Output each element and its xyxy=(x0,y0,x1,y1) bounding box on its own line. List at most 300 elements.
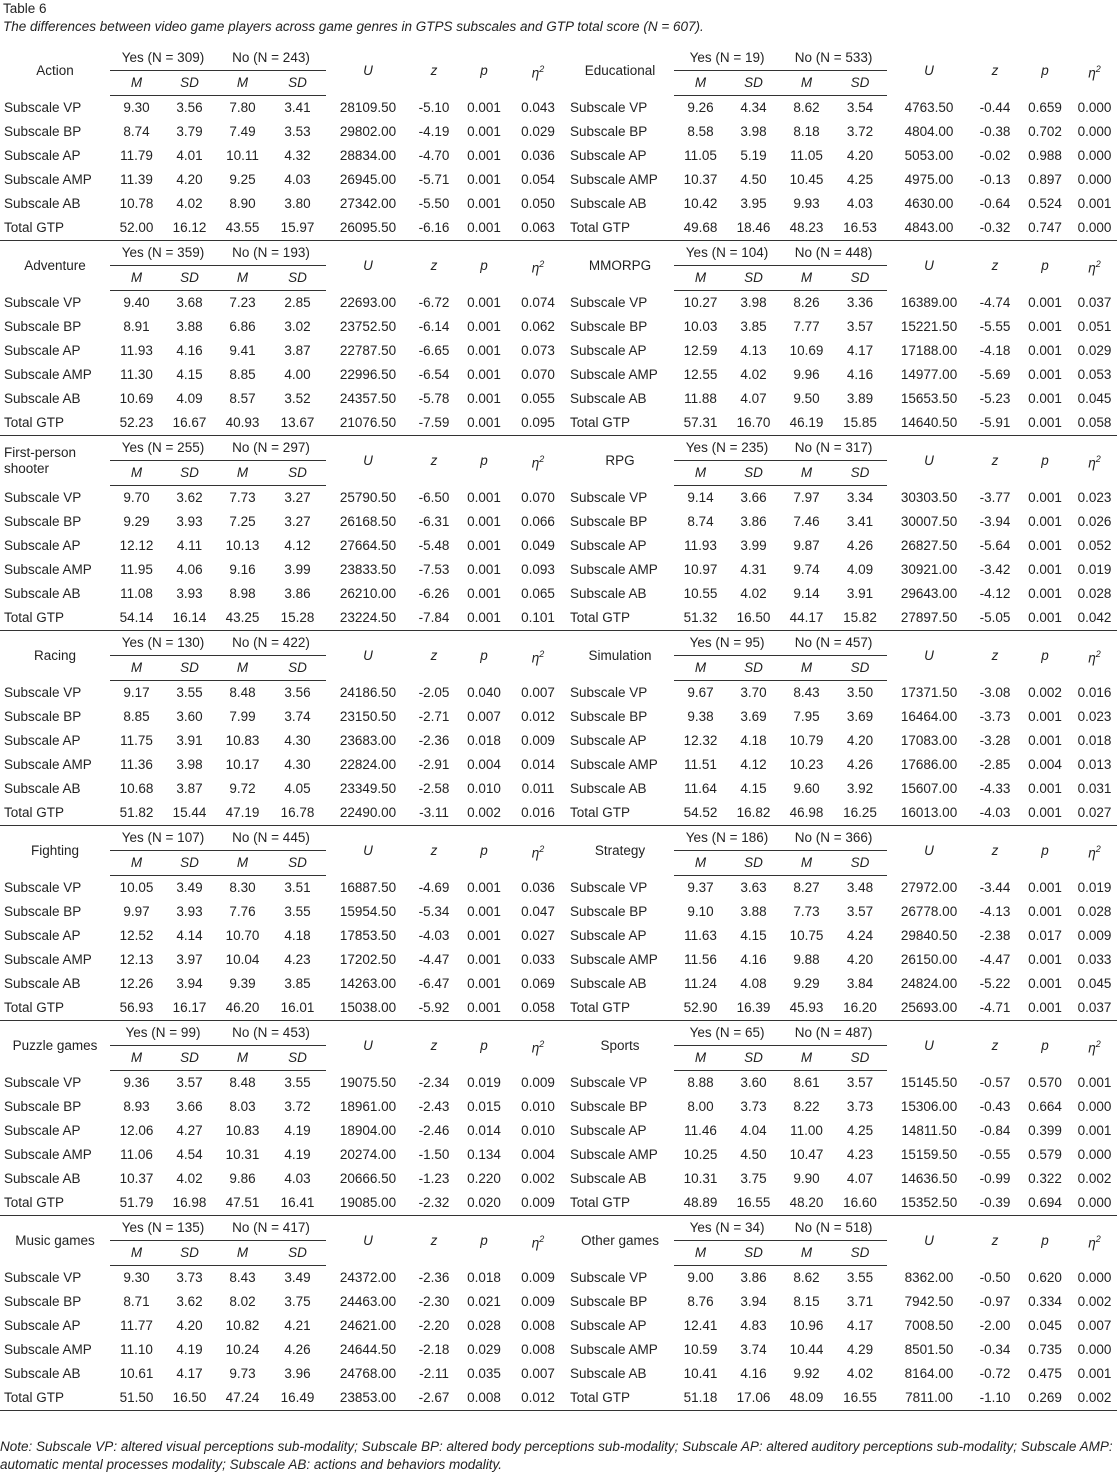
table-cell: 3.57 xyxy=(846,904,874,919)
eta-symbol: η xyxy=(531,1235,540,1250)
m-header: M xyxy=(674,266,727,291)
table-cell: 4.11 xyxy=(176,538,203,553)
table-cell: 11.24 xyxy=(684,976,717,991)
m-header: M xyxy=(110,461,163,486)
table-cell: 0.009 xyxy=(521,1269,555,1285)
table-cell: 4.04 xyxy=(740,1123,767,1138)
row-label: Subscale VP xyxy=(4,489,82,505)
table-cell: 0.012 xyxy=(510,1386,566,1411)
table-cell: 0.045 xyxy=(1028,1318,1062,1333)
table-cell: 8.71 xyxy=(123,1294,150,1309)
table-cell: 0.002 xyxy=(458,801,510,826)
table-cell: 4.29 xyxy=(846,1342,874,1357)
table-cell: 10.25 xyxy=(683,1147,718,1162)
eta-symbol: η xyxy=(1088,845,1096,860)
table-cell: 0.040 xyxy=(467,684,501,700)
table-cell: -1.23 xyxy=(418,1171,450,1186)
row-label: Total GTP xyxy=(566,411,674,436)
table-cell: 23349.50 xyxy=(339,781,397,796)
table-cell: 7.80 xyxy=(229,100,256,115)
table-cell: 3.55 xyxy=(284,1075,311,1090)
table-cell: 4.03 xyxy=(284,172,311,187)
table-cell: 0.001 xyxy=(467,172,501,187)
table-cell: 0.001 xyxy=(1019,996,1071,1021)
table-cell: 23752.50 xyxy=(339,319,397,334)
z-header: z xyxy=(410,631,458,681)
table-cell: 9.60 xyxy=(793,781,820,796)
table-cell: 3.63 xyxy=(740,880,767,895)
block-header-row xyxy=(0,631,1117,656)
row-label: Total GTP xyxy=(0,606,110,631)
table-cell: -3.94 xyxy=(979,514,1011,529)
row-label: Subscale VP xyxy=(570,489,648,505)
eta-superscript: 2 xyxy=(1095,258,1101,269)
table-cell: -6.14 xyxy=(418,319,450,334)
table-cell: 48.23 xyxy=(780,216,833,241)
row-label: Subscale AB xyxy=(570,781,647,796)
table-row xyxy=(0,582,1117,606)
table-cell: 0.334 xyxy=(1028,1294,1062,1309)
table-row xyxy=(0,1266,1117,1291)
table-cell: -6.65 xyxy=(418,343,450,358)
table-cell: 0.031 xyxy=(1077,781,1112,796)
table-cell: 9.16 xyxy=(229,562,256,577)
table-cell: 0.001 xyxy=(1028,538,1062,553)
table-note: Note: Subscale VP: altered visual perceptions sub-modality; Subscale BP: altered body perceptions sub-modality; Subscale AP: altered auditory perceptions sub-modality; Subscale AMP: automatic mental processes modality; Subscale AB: actions and behaviors modality. xyxy=(0,1439,1113,1472)
table-cell: 8.98 xyxy=(229,586,256,601)
row-label: Total GTP xyxy=(0,996,110,1021)
table-cell: 0.000 xyxy=(1077,99,1112,115)
genre-label: MMORPG xyxy=(566,241,674,291)
row-label: Total GTP xyxy=(566,996,674,1021)
table-cell: -2.05 xyxy=(418,684,450,700)
yes-group-header: Yes (N = 359) xyxy=(110,241,216,266)
table-cell: 0.000 xyxy=(1077,148,1112,163)
table-cell: 0.009 xyxy=(521,1294,555,1309)
table-cell: 3.99 xyxy=(740,538,767,553)
table-cell: 9.38 xyxy=(687,709,714,724)
table-cell: 47.19 xyxy=(216,801,269,826)
table-cell: 0.010 xyxy=(521,1123,555,1138)
m-header: M xyxy=(110,1241,163,1266)
table-cell: 8362.00 xyxy=(904,1269,954,1285)
table-cell: 3.84 xyxy=(846,976,874,991)
m-header: M xyxy=(780,656,833,681)
table-cell: 3.50 xyxy=(846,685,874,700)
table-cell: 0.014 xyxy=(521,757,555,772)
table-cell: -5.48 xyxy=(418,538,450,553)
table-cell: 4.17 xyxy=(176,1366,203,1381)
table-cell: 9.30 xyxy=(123,1270,150,1285)
table-row xyxy=(0,801,1117,826)
table-cell: 3.74 xyxy=(284,709,311,724)
sd-header: SD xyxy=(269,266,326,291)
table-cell: 48.20 xyxy=(780,1191,833,1216)
table-cell: 0.001 xyxy=(467,514,501,529)
table-cell: 9.25 xyxy=(229,172,256,187)
table-cell: 15.85 xyxy=(833,411,887,436)
table-row xyxy=(0,387,1117,411)
genre-label-line: First-person xyxy=(4,444,77,460)
table-cell: 4.19 xyxy=(176,1342,203,1357)
table-cell: 4.50 xyxy=(740,1147,767,1162)
eta-superscript: 2 xyxy=(1095,648,1101,659)
table-cell: 16.39 xyxy=(727,996,780,1021)
table-cell: 4.16 xyxy=(846,367,874,382)
table-cell: 8.91 xyxy=(123,319,150,334)
table-cell: 23224.50 xyxy=(326,606,410,631)
table-cell: 8.26 xyxy=(793,295,820,310)
table-cell: -5.69 xyxy=(979,367,1011,382)
table-cell: 0.001 xyxy=(1028,391,1062,406)
table-cell: 8.27 xyxy=(793,880,820,895)
table-cell: 3.72 xyxy=(284,1099,311,1114)
p-header: p xyxy=(458,436,510,486)
table-cell: -0.97 xyxy=(979,1294,1011,1309)
table-cell: 19075.50 xyxy=(339,1074,397,1090)
table-cell: 14977.00 xyxy=(900,367,958,382)
row-label: Subscale AMP xyxy=(570,757,658,772)
table-cell: 0.017 xyxy=(1028,928,1062,943)
table-cell: 11.93 xyxy=(684,538,717,553)
row-label: Subscale AMP xyxy=(570,1342,658,1357)
table-cell: -4.69 xyxy=(418,879,450,895)
table-cell: 8.57 xyxy=(229,391,256,406)
no-group-header: No (N = 445) xyxy=(216,826,326,851)
table-cell: -5.23 xyxy=(979,391,1011,406)
table-cell: 51.82 xyxy=(110,801,163,826)
table-cell: 0.029 xyxy=(521,124,555,139)
table-cell: 17853.50 xyxy=(339,928,397,943)
table-cell: 0.747 xyxy=(1019,216,1071,241)
table-cell: 7.95 xyxy=(793,709,820,724)
sd-header: SD xyxy=(269,656,326,681)
table-cell: 0.047 xyxy=(521,904,555,919)
row-label: Subscale AP xyxy=(4,343,81,358)
table-cell: 6.86 xyxy=(229,319,256,334)
table-cell: -0.44 xyxy=(979,99,1011,115)
table-cell: 0.049 xyxy=(521,538,555,553)
table-cell: 3.87 xyxy=(284,343,311,358)
table-cell: 9.97 xyxy=(123,904,150,919)
table-cell: 4.20 xyxy=(176,1318,203,1333)
table-cell: -7.59 xyxy=(410,411,458,436)
table-cell: 3.88 xyxy=(740,904,767,919)
table-cell: -0.32 xyxy=(971,216,1019,241)
table-cell: 0.033 xyxy=(521,952,555,967)
table-cell: 0.045 xyxy=(1077,976,1112,991)
table-cell: 0.065 xyxy=(521,586,555,601)
table-cell: 4763.50 xyxy=(904,99,954,115)
table-cell: 11.05 xyxy=(790,148,823,163)
m-header: M xyxy=(674,1241,727,1266)
table-cell: 7.25 xyxy=(229,514,256,529)
table-cell: 7008.50 xyxy=(904,1318,954,1333)
table-cell: 12.41 xyxy=(683,1318,718,1333)
table-cell: 0.002 xyxy=(1071,1386,1117,1411)
row-label: Subscale BP xyxy=(570,1099,648,1114)
table-cell: 0.001 xyxy=(467,976,501,991)
row-label: Total GTP xyxy=(0,1386,110,1411)
z-header: z xyxy=(991,62,999,78)
table-cell: 12.32 xyxy=(683,733,718,748)
table-cell: 3.41 xyxy=(846,514,874,529)
table-cell: 0.050 xyxy=(521,196,555,211)
table-cell: 11.08 xyxy=(120,586,153,601)
m-header: M xyxy=(674,1046,727,1071)
z-header: z xyxy=(410,241,458,291)
row-label: Subscale BP xyxy=(570,514,648,529)
table-row xyxy=(0,486,1117,511)
table-cell: -4.74 xyxy=(979,294,1011,310)
row-label: Total GTP xyxy=(0,1191,110,1216)
table-cell: 0.095 xyxy=(510,411,566,436)
table-row xyxy=(0,1386,1117,1411)
table-cell: 0.269 xyxy=(1019,1386,1071,1411)
table-cell: 52.90 xyxy=(674,996,727,1021)
table-cell: 4.20 xyxy=(846,952,874,967)
no-group-header: No (N = 243) xyxy=(216,46,326,71)
eta-squared-header xyxy=(1071,1216,1117,1266)
table-cell: 12.59 xyxy=(683,343,718,358)
table-cell: 10.96 xyxy=(789,1318,824,1333)
table-cell: 4.12 xyxy=(284,538,311,553)
table-cell: -0.64 xyxy=(979,196,1011,211)
table-cell: 0.029 xyxy=(1077,343,1112,358)
table-cell: 3.96 xyxy=(284,1366,311,1381)
table-cell: 24768.00 xyxy=(339,1366,397,1381)
row-label: Total GTP xyxy=(566,606,674,631)
table-cell: 46.20 xyxy=(216,996,269,1021)
table-cell: 9.39 xyxy=(229,976,256,991)
table-cell: 9.93 xyxy=(793,196,820,211)
table-cell: 3.02 xyxy=(284,319,311,334)
table-cell: -7.53 xyxy=(418,562,450,577)
table-cell: 3.62 xyxy=(176,1294,203,1309)
genre-label: Simulation xyxy=(566,631,674,681)
table-cell: 3.98 xyxy=(176,757,203,772)
sd-header: SD xyxy=(727,656,780,681)
table-cell: 11.95 xyxy=(120,562,153,577)
table-cell: 0.001 xyxy=(467,879,501,895)
table-cell: 23853.00 xyxy=(326,1386,410,1411)
table-cell: 17202.50 xyxy=(339,952,397,967)
table-row xyxy=(0,363,1117,387)
table-cell: 12.12 xyxy=(119,538,154,553)
table-cell: -4.33 xyxy=(979,781,1011,796)
table-row xyxy=(0,510,1117,534)
table-cell: -5.64 xyxy=(979,538,1011,553)
table-cell: -4.19 xyxy=(418,124,450,139)
no-group-header: No (N = 193) xyxy=(216,241,326,266)
table-cell: 0.007 xyxy=(521,684,555,700)
table-cell: 24463.00 xyxy=(339,1294,397,1309)
z-header: z xyxy=(971,436,1019,486)
p-header: p xyxy=(1019,1216,1071,1266)
table-cell: 3.91 xyxy=(176,733,203,748)
table-cell: 0.009 xyxy=(521,1074,555,1090)
row-label: Subscale AB xyxy=(570,976,647,991)
row-label: Subscale AP xyxy=(4,148,81,163)
table-cell: -0.57 xyxy=(979,1074,1011,1090)
table-cell: 0.053 xyxy=(1077,367,1112,382)
m-header: M xyxy=(110,71,163,96)
sd-header: SD xyxy=(163,266,216,291)
table-cell: 8164.00 xyxy=(904,1366,954,1381)
table-cell: 0.694 xyxy=(1019,1191,1071,1216)
table-row xyxy=(0,1119,1117,1143)
table-cell: 9.70 xyxy=(123,490,150,505)
table-cell: 0.001 xyxy=(467,538,501,553)
table-cell: 30921.00 xyxy=(900,562,958,577)
yes-group-header: Yes (N = 309) xyxy=(110,46,216,71)
row-label: Subscale VP xyxy=(4,1269,82,1285)
row-label: Subscale BP xyxy=(4,709,82,724)
table-cell: 8.02 xyxy=(229,1294,256,1309)
row-label: Subscale BP xyxy=(4,124,82,139)
table-cell: 19085.00 xyxy=(326,1191,410,1216)
table-cell: 3.97 xyxy=(176,952,203,967)
table-cell: 0.012 xyxy=(521,709,555,724)
table-cell: 11.05 xyxy=(684,148,717,163)
sd-header: SD xyxy=(833,461,887,486)
row-label: Subscale AB xyxy=(570,586,647,601)
eta-superscript: 2 xyxy=(539,453,545,464)
table-cell: 3.56 xyxy=(284,685,311,700)
row-label: Subscale AB xyxy=(4,196,81,211)
table-cell: 9.87 xyxy=(793,538,820,553)
table-cell: 51.18 xyxy=(674,1386,727,1411)
genre-label xyxy=(0,436,110,486)
table-cell: 44.17 xyxy=(780,606,833,631)
table-cell: 3.93 xyxy=(176,904,203,919)
eta-superscript: 2 xyxy=(539,258,545,269)
table-cell: 3.48 xyxy=(846,880,874,895)
table-cell: 0.322 xyxy=(1028,1171,1062,1186)
table-cell: 8.18 xyxy=(793,124,820,139)
table-row xyxy=(0,534,1117,558)
table-cell: 7.76 xyxy=(229,904,256,919)
table-cell: 3.60 xyxy=(740,1075,767,1090)
row-label: Subscale BP xyxy=(570,319,648,334)
table-cell: 26150.00 xyxy=(900,952,958,967)
row-label: Subscale VP xyxy=(570,99,648,115)
table-cell: 4630.00 xyxy=(904,196,954,211)
table-cell: -0.34 xyxy=(979,1342,1011,1357)
table-cell: 4.18 xyxy=(740,733,767,748)
table-cell: -5.55 xyxy=(979,319,1011,334)
table-cell: 0.002 xyxy=(1077,1171,1112,1186)
table-cell: 8.76 xyxy=(687,1294,714,1309)
eta-symbol: η xyxy=(531,1040,540,1055)
table-cell: 51.50 xyxy=(110,1386,163,1411)
table-cell: 15038.00 xyxy=(326,996,410,1021)
table-cell: 0.001 xyxy=(1077,1123,1112,1138)
table-cell: 43.25 xyxy=(216,606,269,631)
z-header: z xyxy=(410,1216,458,1266)
table-cell: 0.001 xyxy=(458,996,510,1021)
table-cell: 0.001 xyxy=(458,216,510,241)
table-cell: 3.72 xyxy=(846,124,874,139)
table-cell: 3.94 xyxy=(176,976,203,991)
row-label: Subscale VP xyxy=(570,1074,648,1090)
table-cell: 9.41 xyxy=(229,343,256,358)
table-cell: 3.34 xyxy=(846,490,874,505)
eta-superscript: 2 xyxy=(1095,1038,1101,1049)
no-group-header: No (N = 366) xyxy=(780,826,887,851)
table-cell: 54.52 xyxy=(674,801,727,826)
table-cell: -0.13 xyxy=(979,172,1011,187)
row-label: Subscale VP xyxy=(570,294,648,310)
sd-header: SD xyxy=(269,71,326,96)
yes-group-header: Yes (N = 65) xyxy=(674,1021,780,1046)
p-header: p xyxy=(1019,826,1071,876)
genre-label: Sports xyxy=(566,1021,674,1071)
table-cell: 0.036 xyxy=(521,148,555,163)
table-cell: 4.23 xyxy=(284,952,311,967)
table-cell: 16.55 xyxy=(833,1386,887,1411)
table-cell: 8.74 xyxy=(687,514,714,529)
eta-squared-header xyxy=(510,1216,566,1266)
table-cell: 0.000 xyxy=(1077,1269,1112,1285)
table-cell: 0.000 xyxy=(1077,1099,1112,1114)
table-cell: -2.67 xyxy=(410,1386,458,1411)
table-cell: 57.31 xyxy=(674,411,727,436)
table-cell: 0.001 xyxy=(467,148,501,163)
p-header: p xyxy=(458,241,510,291)
yes-group-header: Yes (N = 186) xyxy=(674,826,780,851)
table-cell: 0.028 xyxy=(467,1318,501,1333)
table-cell: 26095.50 xyxy=(326,216,410,241)
no-group-header: No (N = 457) xyxy=(780,631,887,656)
row-label: Subscale AMP xyxy=(570,952,658,967)
block-header-row xyxy=(0,1216,1117,1241)
table-cell: 0.988 xyxy=(1028,148,1062,163)
table-cell: 4.25 xyxy=(846,1123,874,1138)
table-cell: 15306.00 xyxy=(900,1099,958,1114)
table-cell: 8.43 xyxy=(229,1270,256,1285)
table-cell: 17083.00 xyxy=(900,733,958,748)
table-cell: 9.00 xyxy=(687,1270,714,1285)
table-cell: 0.002 xyxy=(521,1171,555,1186)
table-cell: 16.55 xyxy=(727,1191,780,1216)
eta-symbol: η xyxy=(531,65,540,80)
table-cell: 26945.00 xyxy=(339,172,397,187)
table-cell: 8.74 xyxy=(123,124,150,139)
row-label: Subscale AMP xyxy=(4,367,92,382)
z-header: z xyxy=(410,436,458,486)
table-cell: -6.54 xyxy=(418,367,450,382)
table-cell: 10.70 xyxy=(225,928,260,943)
table-cell: 4.26 xyxy=(846,538,874,553)
table-cell: -4.18 xyxy=(979,343,1011,358)
table-cell: 16887.50 xyxy=(339,879,397,895)
table-cell: 4.26 xyxy=(284,1342,311,1357)
table-cell: 4.05 xyxy=(284,781,311,796)
table-cell: 16.20 xyxy=(833,996,887,1021)
table-cell: 52.00 xyxy=(110,216,163,241)
sd-header: SD xyxy=(727,461,780,486)
table-cell: 10.37 xyxy=(683,172,718,187)
sd-header: SD xyxy=(163,71,216,96)
table-cell: 16.14 xyxy=(163,606,216,631)
table-cell: 10.13 xyxy=(225,538,260,553)
table-cell: 0.897 xyxy=(1028,172,1062,187)
table-cell: 10.27 xyxy=(683,295,718,310)
eta-superscript: 2 xyxy=(539,843,545,854)
table-cell: 48.09 xyxy=(780,1386,833,1411)
table-cell: 0.001 xyxy=(1019,801,1071,826)
